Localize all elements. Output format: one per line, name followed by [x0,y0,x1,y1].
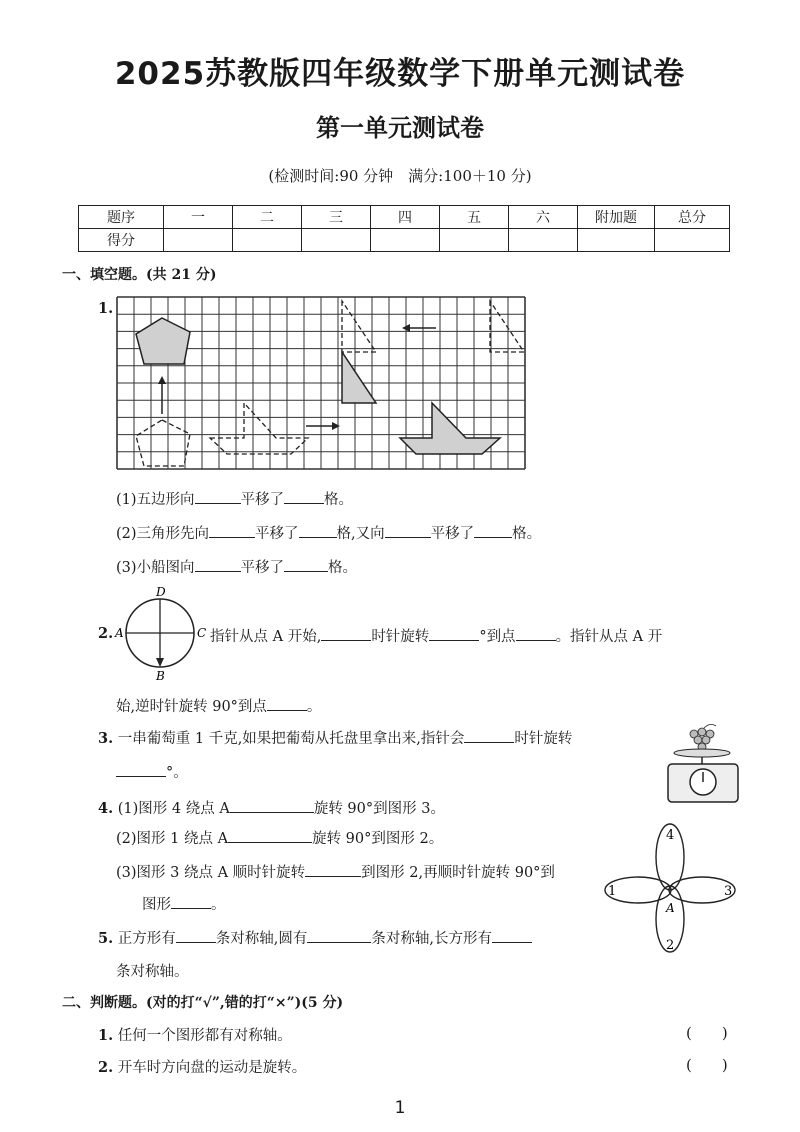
table-cell: 五 [440,206,509,229]
text: 平移了 [240,492,285,508]
petal-label-2: 2 [666,938,675,953]
text: (1)图形 4 绕点 A [117,801,230,817]
answer-blank[interactable] [195,489,241,504]
pentagon-dashed-shape [136,420,190,466]
question-number: 1. [98,1027,114,1044]
triangle-dashed-shape [342,301,376,352]
answer-blank[interactable] [307,928,371,943]
score-input-cell[interactable] [233,229,302,252]
text: 到图形 2,再顺时针旋转 90°到 [361,865,555,881]
dial-label-d: D [156,586,166,599]
text: °。 [166,765,188,781]
text: 旋转 90°到图形 3。 [313,801,445,817]
q4-line1 [98,797,445,818]
text: 任何一个图形都有对称轴。 [117,1028,292,1044]
score-table-score-row [79,229,730,252]
answer-blank[interactable] [284,557,328,572]
text: 格。 [512,526,542,542]
q1-part3 [116,556,357,577]
text: °到点 [479,629,516,645]
answer-blank[interactable] [464,728,514,743]
q5-line1 [98,927,532,948]
judge-item [98,1024,292,1045]
score-input-cell[interactable] [302,229,371,252]
table-cell: 二 [233,206,302,229]
answer-blank[interactable] [228,828,312,843]
question-number: 2. [98,625,114,642]
q4-line3 [116,861,555,882]
answer-blank[interactable] [299,523,337,538]
text: 格,又向 [336,526,385,542]
answer-blank[interactable] [171,894,211,909]
table-cell: 六 [509,206,578,229]
table-cell: 得分 [79,229,164,252]
text: 条对称轴,长方形有 [371,931,492,947]
triangle-dashed-right [490,301,524,352]
boat-dashed-shape [210,403,308,454]
answer-blank[interactable] [492,928,532,943]
score-table-header-row [79,206,730,229]
question-number: 3. [98,730,114,747]
exam-info: (检测时间:90 分钟 满分:100＋10 分) [268,167,532,185]
petal-label-4: 4 [666,828,675,843]
text: 条对称轴,圆有 [215,931,308,947]
text: 。 [211,897,226,913]
text: 平移了 [255,526,299,542]
section-heading: 一、填空题。(共 21 分) [62,267,217,283]
grapes-icon [690,724,716,751]
scale-with-grapes-icon [660,720,750,806]
text: 正方形有 [117,931,176,947]
scale-tray [674,749,730,757]
page-number: 1 [394,1098,406,1118]
answer-blank[interactable] [195,557,241,572]
triangle-shape [342,352,376,403]
table-cell: 一 [164,206,233,229]
score-input-cell[interactable] [371,229,440,252]
translation-grid-figure [116,296,526,474]
right-arrow-head [332,422,340,430]
question-number: 1. [98,300,114,317]
question-number: 4. [98,800,114,817]
answer-blank[interactable] [305,862,361,877]
text: 始,逆时针旋转 90°到点 [116,699,267,715]
q4-line2 [116,827,443,848]
text: 。指针从点 A 开 [555,629,663,645]
answer-bracket[interactable]: ( ) [686,1024,728,1042]
text: 指针从点 A 开始, [210,629,322,645]
petal-label-3: 3 [724,884,733,899]
text: 图形 [142,897,171,913]
dial-label-a: A [115,626,124,640]
dial-label-b: B [156,669,165,682]
text: 时针旋转 [371,629,430,645]
table-cell: 四 [371,206,440,229]
text: (3)图形 3 绕点 A 顺时针旋转 [116,865,306,881]
table-cell: 三 [302,206,371,229]
answer-blank[interactable] [116,762,166,777]
answer-blank[interactable] [230,798,314,813]
text: 旋转 90°到图形 2。 [312,831,444,847]
q3-line2 [116,761,188,782]
up-arrow-head [158,376,166,384]
text: 格。 [324,492,354,508]
answer-blank[interactable] [321,626,371,641]
table-cell: 总分 [655,206,730,229]
q4-line4 [142,893,226,914]
answer-blank[interactable] [516,626,556,641]
answer-blank[interactable] [429,626,479,641]
petal-label-1: 1 [608,884,617,899]
question-number: 5. [98,930,114,947]
text: 平移了 [240,560,285,576]
answer-blank[interactable] [474,523,512,538]
text: 时针旋转 [514,731,573,747]
answer-blank[interactable] [284,489,324,504]
score-input-cell[interactable] [655,229,730,252]
text: (2)图形 1 绕点 A [116,831,229,847]
question-number: 2. [98,1059,114,1076]
text: 格。 [328,560,358,576]
answer-blank[interactable] [385,523,431,538]
score-input-cell[interactable] [578,229,655,252]
q3-line1 [98,727,572,748]
text: (3)小船图向 [116,560,195,576]
score-table [78,205,730,252]
judge-item [98,1056,306,1077]
point-a-label: A [666,901,675,915]
q1-part1 [116,488,353,509]
petal-figure [600,822,740,954]
answer-blank[interactable] [267,696,307,711]
section-heading: 二、判断题。(对的打“√”,错的打“×”)(5 分) [62,995,344,1011]
score-input-cell[interactable] [440,229,509,252]
answer-blank[interactable] [176,928,216,943]
q2-line1 [210,625,662,646]
text: (1)五边形向 [116,492,195,508]
q1-part2 [116,522,541,543]
q2-line2 [116,695,321,716]
text: 一串葡萄重 1 千克,如果把葡萄从托盘里拿出来,指针会 [117,731,465,747]
text: 平移了 [430,526,475,542]
text: 。 [306,699,322,715]
text: 开车时方向盘的运动是旋转。 [117,1060,307,1076]
unit-title: 第一单元测试卷 [316,113,484,142]
score-input-cell[interactable] [164,229,233,252]
pentagon-shape [136,318,190,364]
table-cell: 题序 [79,206,164,229]
q5-line2: 条对称轴。 [116,964,189,980]
dial-figure [112,586,212,682]
score-input-cell[interactable] [509,229,578,252]
page-title: 2025苏教版四年级数学下册单元测试卷 [114,56,686,92]
answer-bracket[interactable]: ( ) [686,1056,728,1074]
boat-shape [400,403,500,454]
table-cell: 附加题 [578,206,655,229]
dial-label-c: C [197,626,207,640]
dial-pointer-arrow-head [156,658,164,667]
answer-blank[interactable] [209,523,255,538]
text: (2)三角形先向 [116,526,210,542]
